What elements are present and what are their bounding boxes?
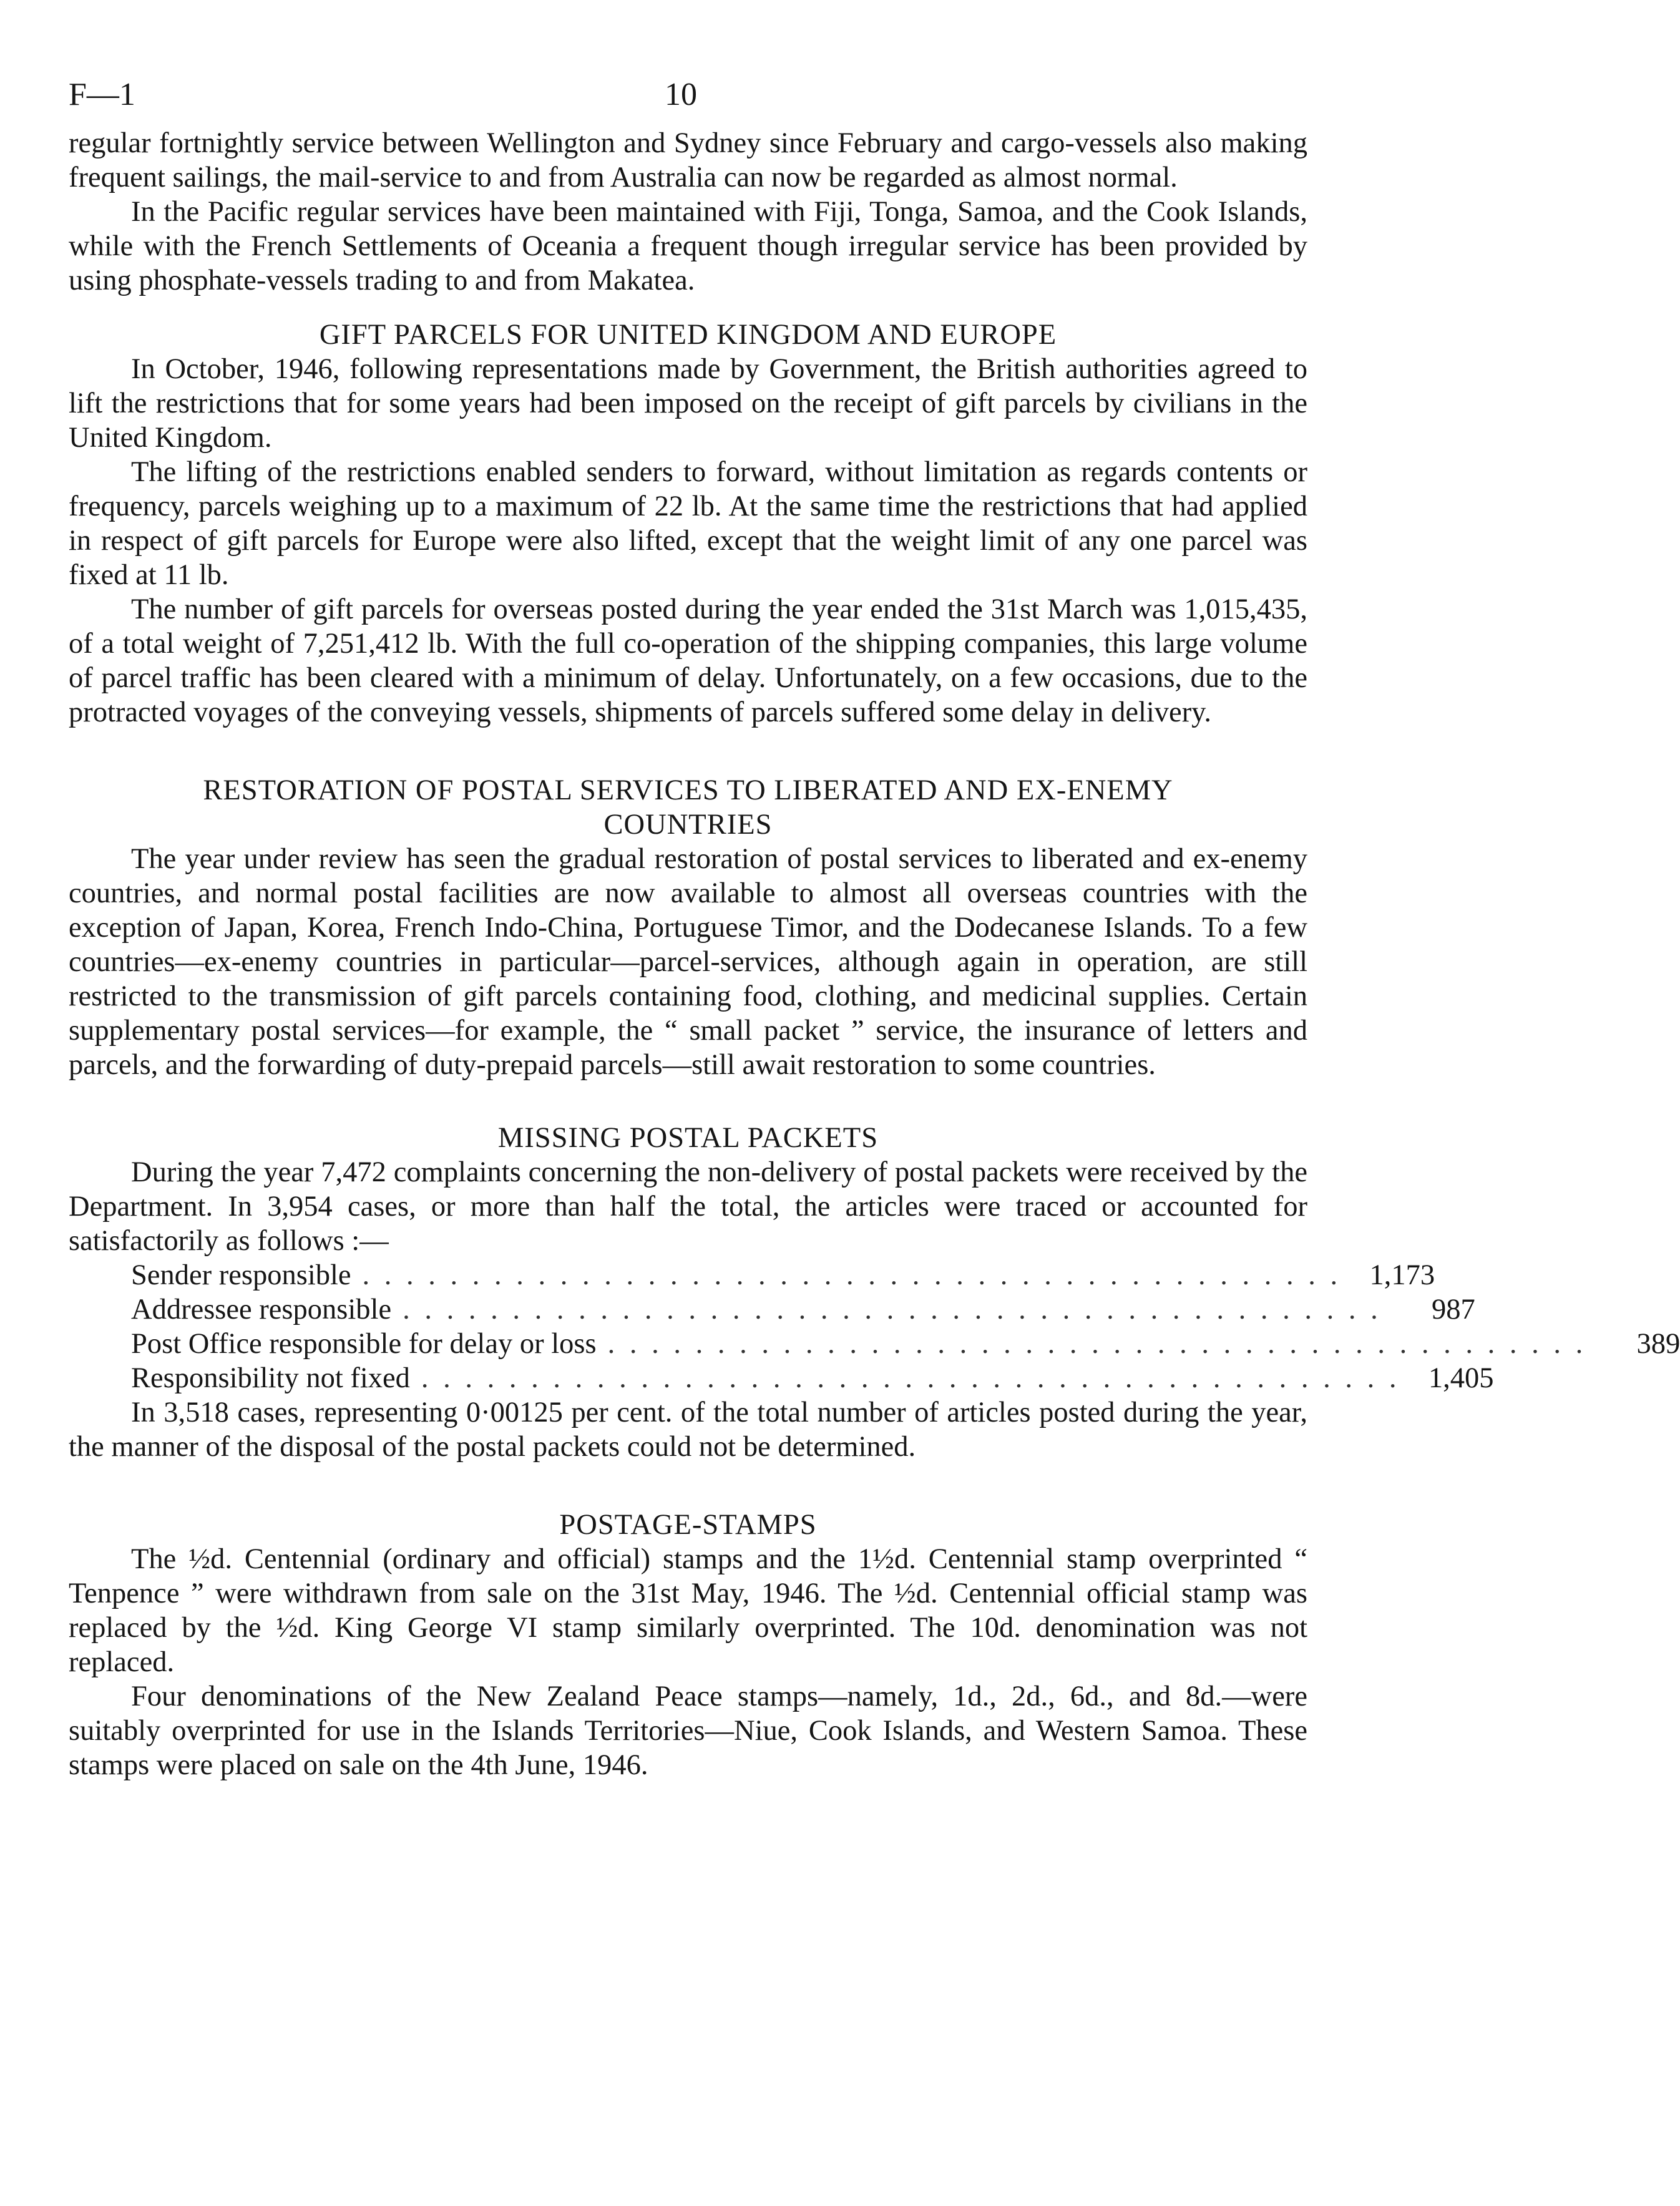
list-item-value: 1,173 [1369, 1259, 1435, 1291]
gift-parcels-paragraph-3: The number of gift parcels for overseas posted during the year ended the 31st March was 1,015,435, of a total weight of 7,251,412 lb. With the full co-operation of the shipping companies, this large volume of parcel traffic has been cleared with a minimum of delay. Unfortunately, on a few occasions, due to the protracted voyages of the conveying vessels, shipments of parcels suffered some delay in delivery. [69, 593, 1307, 728]
list-item [131, 1292, 1475, 1327]
page-header [69, 74, 1307, 126]
missing-packets-paragraph-1: During the year 7,472 complaints concerning the non-delivery of postal packets were received by the Department. In 3,954 cases, or more than half the total, the articles were traced or accounted for satisfactorily as follows :— [69, 1156, 1307, 1257]
leader-dots: . . . . . . . . . . . . . . . . . . . . . . . . . . . . . . . . . . . . . . . . . . . . . [362, 1259, 1342, 1291]
restoration-section [69, 773, 1307, 1082]
leader-dots: . . . . . . . . . . . . . . . . . . . . . . . . . . . . . . . . . . . . . . . . . . . . . [421, 1362, 1400, 1394]
document-page [69, 74, 1680, 1782]
gift-parcels-paragraph-1: In October, 1946, following representations made by Government, the British authorities agreed to lift the restrictions that for some years had been imposed on the receipt of gift parcels by civilians in the United Kingdom. [69, 353, 1307, 454]
intro-section [69, 126, 1307, 298]
missing-packets-paragraph-2: In 3,518 cases, representing 0·00125 per cent. of the total number of articles posted during the year, the manner of the disposal of the postal packets could not be determined. [69, 1397, 1307, 1463]
list-item [131, 1327, 1680, 1361]
leader-dots: . . . . . . . . . . . . . . . . . . . . . . . . . . . . . . . . . . . . . . . . . . . . . [607, 1328, 1587, 1360]
page-number: 10 [665, 77, 697, 112]
postage-stamps-section [69, 1508, 1307, 1782]
intro-paragraph-1: regular fortnightly service between Wellington and Sydney since February and cargo-vessels also making frequent sailings, the mail-service to and from Australia can now be regarded as almost normal. [69, 127, 1307, 193]
responsibility-list [131, 1258, 1680, 1395]
restoration-heading-line-1: RESTORATION OF POSTAL SERVICES TO LIBERATED AND EX-ENEMY [203, 774, 1173, 806]
postage-stamps-paragraph-2: Four denominations of the New Zealand Peace stamps—namely, 1d., 2d., 6d., and 8d.—were suitably overprinted for use in the Islands Territories—Niue, Cook Islands, and Western Samoa. These stamps were placed on sale on the 4th June, 1946. [69, 1681, 1307, 1781]
section-heading-postage-stamps: POSTAGE-STAMPS [559, 1509, 817, 1541]
list-item-value: 987 [1431, 1294, 1475, 1325]
gift-parcels-section [69, 318, 1307, 730]
list-item-value: 1,405 [1428, 1362, 1494, 1394]
list-item-value: 389 [1636, 1328, 1680, 1360]
list-item-label: Sender responsible [131, 1259, 351, 1291]
list-item-label: Post Office responsible for delay or loss [131, 1328, 597, 1360]
missing-packets-section [69, 1121, 1680, 1464]
leader-dots: . . . . . . . . . . . . . . . . . . . . . . . . . . . . . . . . . . . . . . . . . . . . . [403, 1294, 1382, 1325]
section-heading-missing-packets: MISSING POSTAL PACKETS [497, 1122, 879, 1154]
section-heading-restoration [69, 773, 1307, 842]
document-reference: F—1 [69, 77, 135, 112]
restoration-paragraph-1: The year under review has seen the gradual restoration of postal services to liberated and ex-enemy countries, and normal postal facilities are now available to almost all overseas countries with the exception of Japan, Korea, French Indo-China, Portuguese Timor, and the Dodecanese Islands. To a few countries—ex-enemy countries in particular—parcel-services, although again in operation, are still restricted to the transmission of gift parcels containing food, clothing, and medicinal supplies. Certain supplementary postal services—for example, the “ small packet ” service, the insurance of letters and parcels, and the forwarding of duty-prepaid parcels—still await restoration to some countries. [69, 843, 1307, 1081]
list-item-label: Addressee responsible [131, 1294, 392, 1325]
restoration-heading-line-2: COUNTRIES [603, 809, 773, 841]
list-item [131, 1258, 1435, 1292]
gift-parcels-paragraph-2: The lifting of the restrictions enabled senders to forward, without limitation as regards contents or frequency, parcels weighing up to a maximum of 22 lb. At the same time the restrictions that had applied in respect of gift parcels for Europe were also lifted, except that the weight limit of any one parcel was fixed at 11 lb. [69, 456, 1307, 591]
postage-stamps-paragraph-1: The ½d. Centennial (ordinary and official) stamps and the 1½d. Centennial stamp overprinted “ Tenpence ” were withdrawn from sale on the 31st May, 1946. The ½d. Centennial official stamp was replaced by the ½d. King George VI stamp similarly overprinted. The 10d. denomination was not replaced. [69, 1543, 1307, 1678]
list-item [131, 1361, 1494, 1395]
intro-paragraph-2: In the Pacific regular services have been maintained with Fiji, Tonga, Samoa, and the Cook Islands, while with the French Settlements of Oceania a frequent though irregular service has been provided by using phosphate-vessels trading to and from Makatea. [69, 196, 1307, 296]
list-item-label: Responsibility not fixed [131, 1362, 410, 1394]
section-heading-gift-parcels: GIFT PARCELS FOR UNITED KINGDOM AND EUROPE [319, 319, 1057, 351]
